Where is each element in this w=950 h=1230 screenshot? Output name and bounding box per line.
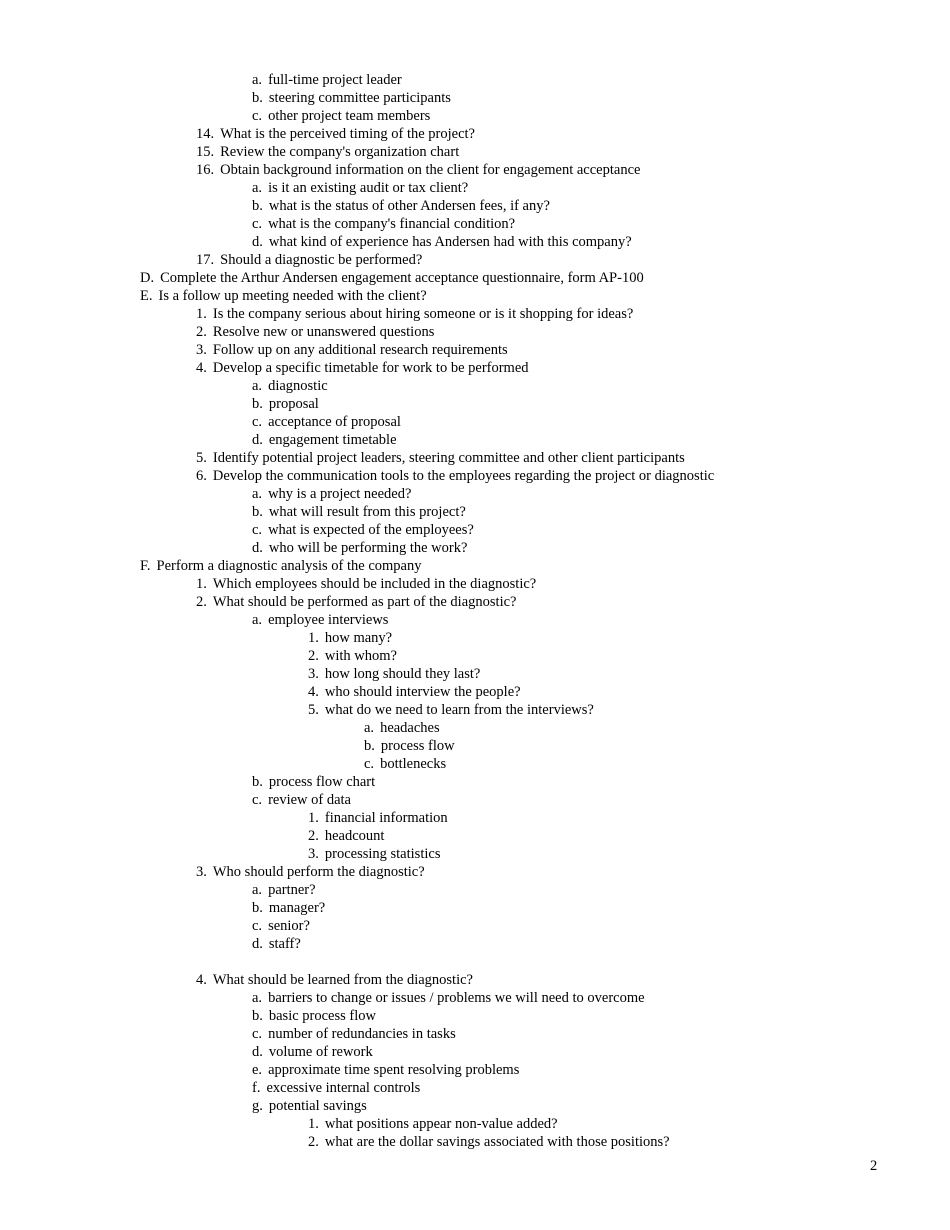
outline-item: a. why is a project needed? bbox=[252, 486, 412, 502]
outline-item: g. potential savings bbox=[252, 1098, 367, 1114]
outline-item: e. approximate time spent resolving problems bbox=[252, 1062, 520, 1078]
outline-item: b. manager? bbox=[252, 900, 326, 916]
outline-item: c. bottlenecks bbox=[364, 756, 447, 772]
outline-item: 1. financial information bbox=[308, 810, 448, 826]
page-number: 2 bbox=[870, 1158, 878, 1174]
outline-item: a. employee interviews bbox=[252, 612, 389, 628]
outline-item: a. barriers to change or issues / problems we will need to overcome bbox=[252, 990, 645, 1006]
outline-item: b. what is the status of other Andersen fees, if any? bbox=[252, 198, 550, 214]
outline-item: c. what is expected of the employees? bbox=[252, 522, 474, 538]
outline-item: a. partner? bbox=[252, 882, 316, 898]
outline-item: 5. what do we need to learn from the interviews? bbox=[308, 702, 594, 718]
outline-item: 2. what are the dollar savings associated with those positions? bbox=[308, 1134, 670, 1150]
outline-item: b. process flow bbox=[364, 738, 455, 754]
outline-item: 1. how many? bbox=[308, 630, 393, 646]
outline-item: c. acceptance of proposal bbox=[252, 414, 401, 430]
outline-item: 6. Develop the communication tools to the employees regarding the project or diagnostic bbox=[196, 468, 715, 484]
outline-item: b. proposal bbox=[252, 396, 319, 412]
outline-item: E. Is a follow up meeting needed with the client? bbox=[140, 288, 427, 304]
outline-item: d. engagement timetable bbox=[252, 432, 397, 448]
outline-item: c. what is the company's financial condition? bbox=[252, 216, 516, 232]
outline-item: c. senior? bbox=[252, 918, 310, 934]
outline-item: 3. processing statistics bbox=[308, 846, 441, 862]
outline-item: d. what kind of experience has Andersen had with this company? bbox=[252, 234, 632, 250]
outline-item: c. review of data bbox=[252, 792, 351, 808]
outline-item: 2. Resolve new or unanswered questions bbox=[196, 324, 435, 340]
outline-item: d. who will be performing the work? bbox=[252, 540, 468, 556]
outline-item: a. is it an existing audit or tax client? bbox=[252, 180, 469, 196]
outline-item: d. staff? bbox=[252, 936, 301, 952]
outline-item: a. headaches bbox=[364, 720, 440, 736]
outline-item: 4. What should be learned from the diagnostic? bbox=[196, 972, 473, 988]
outline-item: f. excessive internal controls bbox=[252, 1080, 421, 1096]
outline-item: a. full-time project leader bbox=[252, 72, 402, 88]
outline-item: 16. Obtain background information on the client for engagement acceptance bbox=[196, 162, 641, 178]
outline-item: 14. What is the perceived timing of the project? bbox=[196, 126, 475, 142]
outline-item: 1. Which employees should be included in the diagnostic? bbox=[196, 576, 537, 592]
outline-item: c. other project team members bbox=[252, 108, 431, 124]
outline-item: 5. Identify potential project leaders, steering committee and other client participants bbox=[196, 450, 685, 466]
outline-item: b. basic process flow bbox=[252, 1008, 376, 1024]
outline-item: 15. Review the company's organization chart bbox=[196, 144, 460, 160]
outline-item: 1. Is the company serious about hiring someone or is it shopping for ideas? bbox=[196, 306, 634, 322]
outline-item: c. number of redundancies in tasks bbox=[252, 1026, 456, 1042]
outline-item: 4. who should interview the people? bbox=[308, 684, 521, 700]
outline-item: b. steering committee participants bbox=[252, 90, 451, 106]
outline-item: 1. what positions appear non-value added? bbox=[308, 1116, 558, 1132]
outline-item: b. what will result from this project? bbox=[252, 504, 466, 520]
outline-item: 17. Should a diagnostic be performed? bbox=[196, 252, 423, 268]
outline-item: 2. headcount bbox=[308, 828, 385, 844]
outline-item: b. process flow chart bbox=[252, 774, 376, 790]
outline-item: F. Perform a diagnostic analysis of the company bbox=[140, 558, 422, 574]
outline-item: 3. how long should they last? bbox=[308, 666, 481, 682]
outline-item: 4. Develop a specific timetable for work to be performed bbox=[196, 360, 529, 376]
outline-item: a. diagnostic bbox=[252, 378, 328, 394]
outline-item: D. Complete the Arthur Andersen engagement acceptance questionnaire, form AP-100 bbox=[140, 270, 644, 286]
outline-item: 3. Who should perform the diagnostic? bbox=[196, 864, 425, 880]
outline-item: 2. What should be performed as part of the diagnostic? bbox=[196, 594, 517, 610]
outline-item: 3. Follow up on any additional research requirements bbox=[196, 342, 508, 358]
outline-item: 2. with whom? bbox=[308, 648, 397, 664]
outline-item: d. volume of rework bbox=[252, 1044, 373, 1060]
